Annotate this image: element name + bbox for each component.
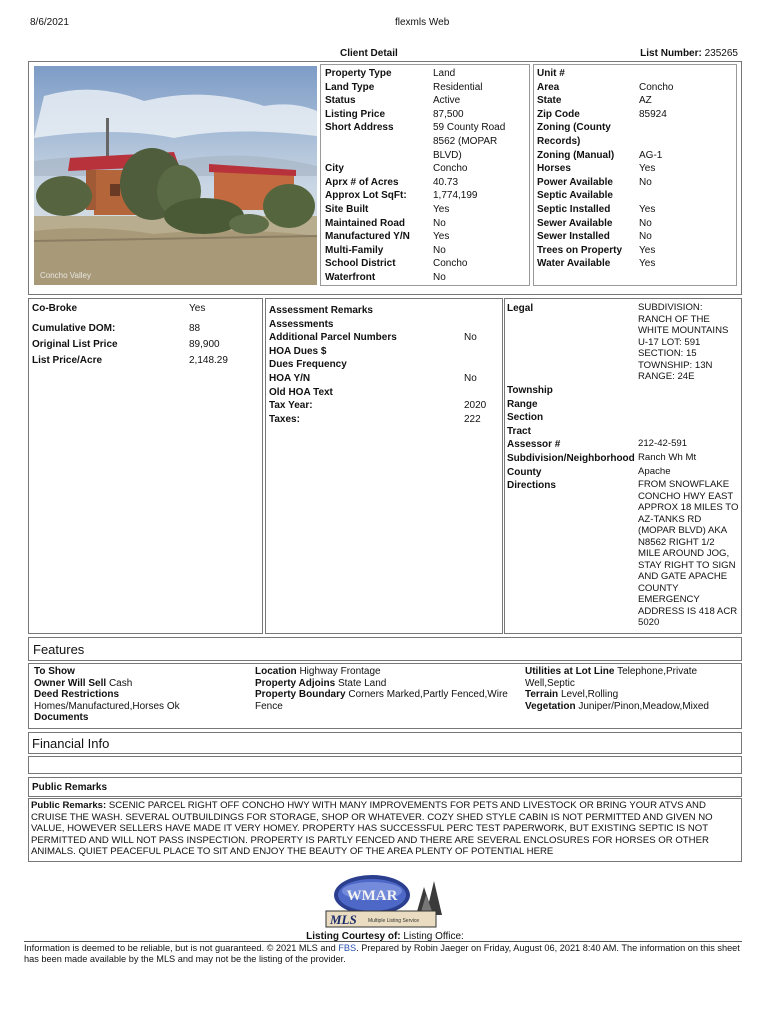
feature-value: Homes/Manufactured,Horses Ok	[34, 700, 180, 712]
detail-label: Power Available	[537, 176, 613, 188]
detail-label: Zoning (Manual)	[537, 149, 615, 161]
detail-value: No	[433, 244, 446, 256]
detail-value: 212-42-591	[638, 438, 688, 450]
feature-value: Cash	[108, 677, 133, 689]
features-col1	[34, 666, 249, 724]
detail-row	[32, 338, 260, 354]
feature-label: To Show	[34, 666, 75, 677]
property-features-list	[537, 67, 733, 271]
detail-row	[537, 81, 733, 95]
detail-row	[325, 244, 525, 258]
detail-row	[325, 94, 525, 108]
detail-row	[537, 149, 733, 163]
feature-label: Vegetation	[525, 700, 576, 712]
detail-value: 2,148.29	[189, 355, 228, 366]
detail-row	[32, 302, 260, 322]
detail-value: Concho	[433, 258, 468, 270]
detail-row	[507, 452, 739, 466]
detail-row	[507, 398, 739, 412]
detail-row	[537, 121, 733, 148]
feature-value: Juniper/Pinon,Meadow,Mixed	[578, 700, 709, 712]
disclaimer-part-a: Information is deemed to be reliable, but is not guaranteed. © 2021 MLS and	[24, 943, 339, 953]
detail-row	[507, 384, 739, 398]
logo-main-text: WMAR	[346, 888, 398, 904]
feature-label: Documents	[34, 712, 89, 724]
detail-value: Ranch Wh Mt	[638, 451, 697, 463]
photo-watermark: Concho Valley	[40, 271, 91, 280]
public-remarks-text	[31, 800, 739, 858]
feature-item	[34, 678, 249, 690]
public-remarks-body: SCENIC PARCEL RIGHT OFF CONCHO HWY WITH MANY IMPROVEMENTS FOR PETS AND LIVESTOCK OR BRING YOUR ATVS AND CRUISE THE WASH. SEVERAL OUTBUILDINGS FOR STORAGE, SHOP OR WHATEVER. COZY SHED STYLE CABIN IS NOT PERMITTED AND GIVEN NO VALUE, HOWEVER SELLERS HAVE MADE IT VERY HOMEY. PROPERTY HAS SUCCESSFUL PERC TEST PAPERWORK, BUT EXISTING SEPTIC IS NOT PERMITTED AND WILL NOT PASS INSPECTION. PROPERTY IS PARTLY FENCED AND THERE ARE SEVERAL ENCLOSURES FOR HORSES OR OTHER ANIMALS. QUIET PEACEFUL PLACE TO SIT AND ENJOY THE BEAUTY OF THE AREA PLENTY OF POTENTIAL HERE	[31, 800, 713, 858]
feature-item	[255, 678, 515, 690]
detail-value	[638, 425, 739, 439]
detail-label: HOA Dues $	[269, 345, 327, 357]
detail-row	[325, 230, 525, 244]
property-details-list	[325, 67, 525, 285]
courtesy-value: Listing Office:	[403, 931, 464, 942]
detail-value	[639, 189, 733, 203]
detail-value: No	[433, 271, 446, 283]
financial-header-box	[28, 732, 742, 754]
detail-label: City	[325, 163, 344, 175]
feature-item	[255, 689, 515, 712]
detail-label: Sewer Installed	[537, 231, 610, 243]
detail-row	[325, 81, 525, 95]
detail-row	[537, 244, 733, 258]
detail-value: 40.73	[433, 176, 459, 188]
legal-label: Legal	[507, 303, 534, 314]
footer-disclaimer	[24, 943, 742, 964]
detail-value: Yes	[639, 244, 656, 256]
detail-label: Assessments	[269, 318, 334, 330]
feature-value: Corners Marked,Partly Fenced,Wire Fence	[255, 689, 508, 712]
feature-value: State Land	[337, 677, 387, 689]
detail-label: Original List Price	[32, 339, 118, 350]
detail-label: Co-Broke	[32, 303, 78, 314]
detail-value: No	[464, 372, 477, 384]
courtesy-label: Listing Courtesy of:	[306, 931, 401, 942]
detail-value: Yes	[433, 231, 450, 243]
detail-label: Tract	[507, 425, 531, 437]
detail-label: Cumulative DOM:	[32, 323, 116, 334]
detail-label: Sewer Available	[537, 217, 613, 229]
assessment-list	[269, 304, 499, 426]
detail-label: Zoning (County Records)	[537, 122, 611, 147]
detail-value: AZ	[639, 95, 652, 107]
detail-label: HOA Y/N	[269, 372, 311, 384]
detail-value: 1,774,199	[433, 190, 478, 202]
broker-list	[32, 302, 260, 370]
detail-row	[325, 108, 525, 122]
detail-label: Approx Lot SqFt:	[325, 190, 407, 202]
detail-row	[269, 386, 499, 400]
detail-row	[269, 304, 499, 318]
detail-value: 2020	[464, 400, 487, 412]
wmar-logo-icon	[316, 867, 450, 929]
detail-row	[507, 425, 739, 439]
detail-label: List Price/Acre	[32, 355, 103, 366]
detail-value: No	[639, 217, 652, 229]
disclaimer-part-b: . Prepared by Robin Jaeger on Friday, August 06, 2021 8:40 AM. The information on this sheet has been made available by the MLS and may not be the listing of the provider.	[24, 943, 740, 964]
client-detail-title: Client Detail	[340, 48, 398, 59]
detail-row	[507, 411, 739, 425]
detail-label: Township	[507, 385, 553, 396]
detail-label: Subdivision/Neighborhood	[507, 452, 635, 464]
list-number-value: 235265	[704, 48, 738, 59]
detail-label: Unit #	[537, 68, 565, 79]
financial-body-box	[28, 756, 742, 774]
detail-label: Site Built	[325, 203, 369, 215]
detail-value	[464, 318, 499, 332]
detail-row	[325, 189, 525, 203]
feature-label: Utilities at Lot Line	[525, 666, 615, 677]
detail-value	[638, 411, 739, 425]
feature-label: Terrain	[525, 689, 559, 701]
detail-value: 222	[464, 413, 481, 425]
detail-label: School District	[325, 258, 396, 270]
detail-label: Water Available	[537, 258, 611, 270]
detail-row	[507, 479, 739, 629]
feature-label: Owner Will Sell	[34, 677, 107, 689]
feature-label: Property Adjoins	[255, 677, 336, 689]
detail-value	[638, 398, 739, 412]
detail-row	[325, 217, 525, 231]
mls-logo	[316, 867, 450, 929]
detail-row	[537, 230, 733, 244]
detail-value: AG-1	[639, 149, 663, 161]
feature-label: Property Boundary	[255, 689, 346, 701]
detail-value: Concho	[639, 81, 674, 93]
detail-value: Yes	[639, 163, 656, 175]
detail-label: Trees on Property	[537, 244, 623, 256]
detail-row	[537, 162, 733, 176]
feature-item	[34, 701, 249, 713]
detail-row	[269, 372, 499, 386]
detail-row	[325, 67, 525, 81]
detail-value: 89,900	[189, 339, 220, 350]
feature-item	[255, 666, 515, 678]
detail-label: Aprx # of Acres	[325, 176, 399, 188]
detail-label: State	[537, 95, 562, 107]
detail-row	[537, 67, 733, 81]
detail-label: Directions	[507, 480, 556, 492]
detail-value: 87,500	[433, 108, 464, 120]
detail-row	[269, 318, 499, 332]
detail-label: Septic Installed	[537, 203, 611, 215]
detail-value: Yes	[639, 203, 656, 215]
feature-value: Telephone,Private Well,Septic	[525, 666, 698, 689]
features-title: Features	[33, 642, 85, 657]
detail-row	[269, 331, 499, 345]
logo-mls-text: MLS	[330, 912, 357, 927]
detail-label: Short Address	[325, 122, 394, 134]
detail-value: Land	[433, 68, 456, 79]
detail-value: No	[464, 332, 477, 344]
detail-label: Assessor #	[507, 439, 561, 451]
detail-row	[325, 203, 525, 217]
feature-label: Deed Restrictions	[34, 689, 120, 701]
detail-row	[537, 203, 733, 217]
detail-label: Multi-Family	[325, 244, 384, 256]
feature-label: Location	[255, 666, 297, 677]
fbs-link[interactable]: FBS	[338, 943, 357, 953]
detail-label: Horses	[537, 163, 571, 175]
detail-value	[464, 345, 499, 359]
detail-value: FROM SNOWFLAKE CONCHO HWY EAST APPROX 18 MILES TO AZ-TANKS RD (MOPAR BLVD) AKA N8562 RIGHT 1/2 MILE AROUND JOG, STAY RIGHT TO SIGN AND GATE APACHE COUNTY EMERGENCY ADDRESS IS 418 ACR 5020	[638, 479, 739, 629]
detail-value: Concho	[433, 163, 468, 175]
detail-value: 85924	[639, 108, 667, 120]
feature-value: Level,Rolling	[560, 689, 619, 701]
feature-item	[525, 701, 735, 713]
detail-value: 88	[189, 323, 201, 334]
feature-item	[34, 712, 249, 724]
detail-row	[269, 413, 499, 427]
footer-divider	[24, 941, 742, 942]
detail-row	[32, 354, 260, 370]
detail-label: Maintained Road	[325, 217, 406, 229]
detail-label: Listing Price	[325, 108, 386, 120]
detail-label: County	[507, 466, 542, 478]
feature-value: Highway Frontage	[299, 666, 381, 677]
detail-label: Tax Year:	[269, 400, 313, 412]
detail-row	[537, 108, 733, 122]
detail-label: Section	[507, 412, 544, 424]
logo-tagline: Multiple Listing Service	[368, 918, 420, 924]
detail-label: Additional Parcel Numbers	[269, 332, 397, 344]
detail-label: Zip Code	[537, 108, 580, 120]
feature-item	[525, 689, 735, 701]
detail-row	[537, 217, 733, 231]
detail-value: No	[639, 231, 652, 243]
detail-value	[464, 386, 499, 400]
feature-item	[34, 666, 249, 678]
detail-label: Range	[507, 398, 538, 410]
detail-value: Yes	[639, 258, 656, 270]
detail-label: Property Type	[325, 68, 392, 79]
detail-value: Active	[433, 95, 461, 107]
detail-row	[537, 176, 733, 190]
list-number	[640, 48, 738, 59]
detail-value: Apache	[638, 465, 671, 477]
features-header-box	[28, 637, 742, 661]
legal-value: SUBDIVISION: RANCH OF THE WHITE MOUNTAINS U-17 LOT: 591 SECTION: 15 TOWNSHIP: 13N RANGE: 24E	[638, 302, 729, 382]
list-number-label: List Number:	[640, 48, 702, 59]
detail-label: Taxes:	[269, 413, 300, 425]
print-date: 8/6/2021	[30, 17, 69, 28]
detail-row	[32, 322, 260, 338]
detail-row	[325, 271, 525, 285]
app-title: flexmls Web	[395, 17, 450, 28]
property-photo[interactable]	[34, 66, 317, 285]
detail-row	[507, 466, 739, 480]
financial-title: Financial Info	[32, 736, 110, 751]
detail-row	[269, 358, 499, 372]
public-remarks-label: Public Remarks:	[31, 800, 107, 811]
detail-value: Yes	[189, 303, 206, 314]
detail-row	[325, 257, 525, 271]
detail-value	[639, 121, 733, 148]
detail-row	[325, 176, 525, 190]
detail-value	[464, 304, 499, 318]
detail-value	[464, 358, 499, 372]
feature-item	[34, 689, 249, 701]
legal-list	[507, 302, 739, 629]
detail-label: Manufactured Y/N	[325, 231, 410, 243]
features-col2	[255, 666, 515, 712]
public-remarks-title: Public Remarks	[32, 782, 108, 793]
detail-row	[507, 438, 739, 452]
detail-value: Residential	[433, 81, 483, 93]
detail-label: Area	[537, 81, 560, 93]
detail-value: 59 County Road 8562 (MOPAR BLVD)	[433, 122, 506, 161]
feature-item	[525, 666, 735, 689]
detail-row	[537, 257, 733, 271]
detail-row	[269, 345, 499, 359]
detail-row	[537, 189, 733, 203]
detail-value	[639, 67, 733, 81]
detail-label: Land Type	[325, 81, 375, 93]
detail-label: Assessment Remarks	[269, 305, 373, 316]
detail-label: Old HOA Text	[269, 386, 333, 398]
detail-value: Yes	[433, 203, 450, 215]
detail-row	[537, 94, 733, 108]
public-remarks-header-box	[28, 777, 742, 797]
detail-value: No	[639, 176, 652, 188]
detail-label: Dues Frequency	[269, 359, 347, 371]
detail-value	[638, 384, 739, 398]
detail-label: Septic Available	[537, 190, 613, 202]
cabin-photo-image	[34, 66, 317, 285]
detail-label: Waterfront	[325, 271, 376, 283]
detail-row	[269, 399, 499, 413]
detail-value: No	[433, 217, 446, 229]
detail-row	[325, 162, 525, 176]
features-col3	[525, 666, 735, 712]
detail-label: Status	[325, 95, 356, 107]
detail-row	[325, 121, 525, 162]
